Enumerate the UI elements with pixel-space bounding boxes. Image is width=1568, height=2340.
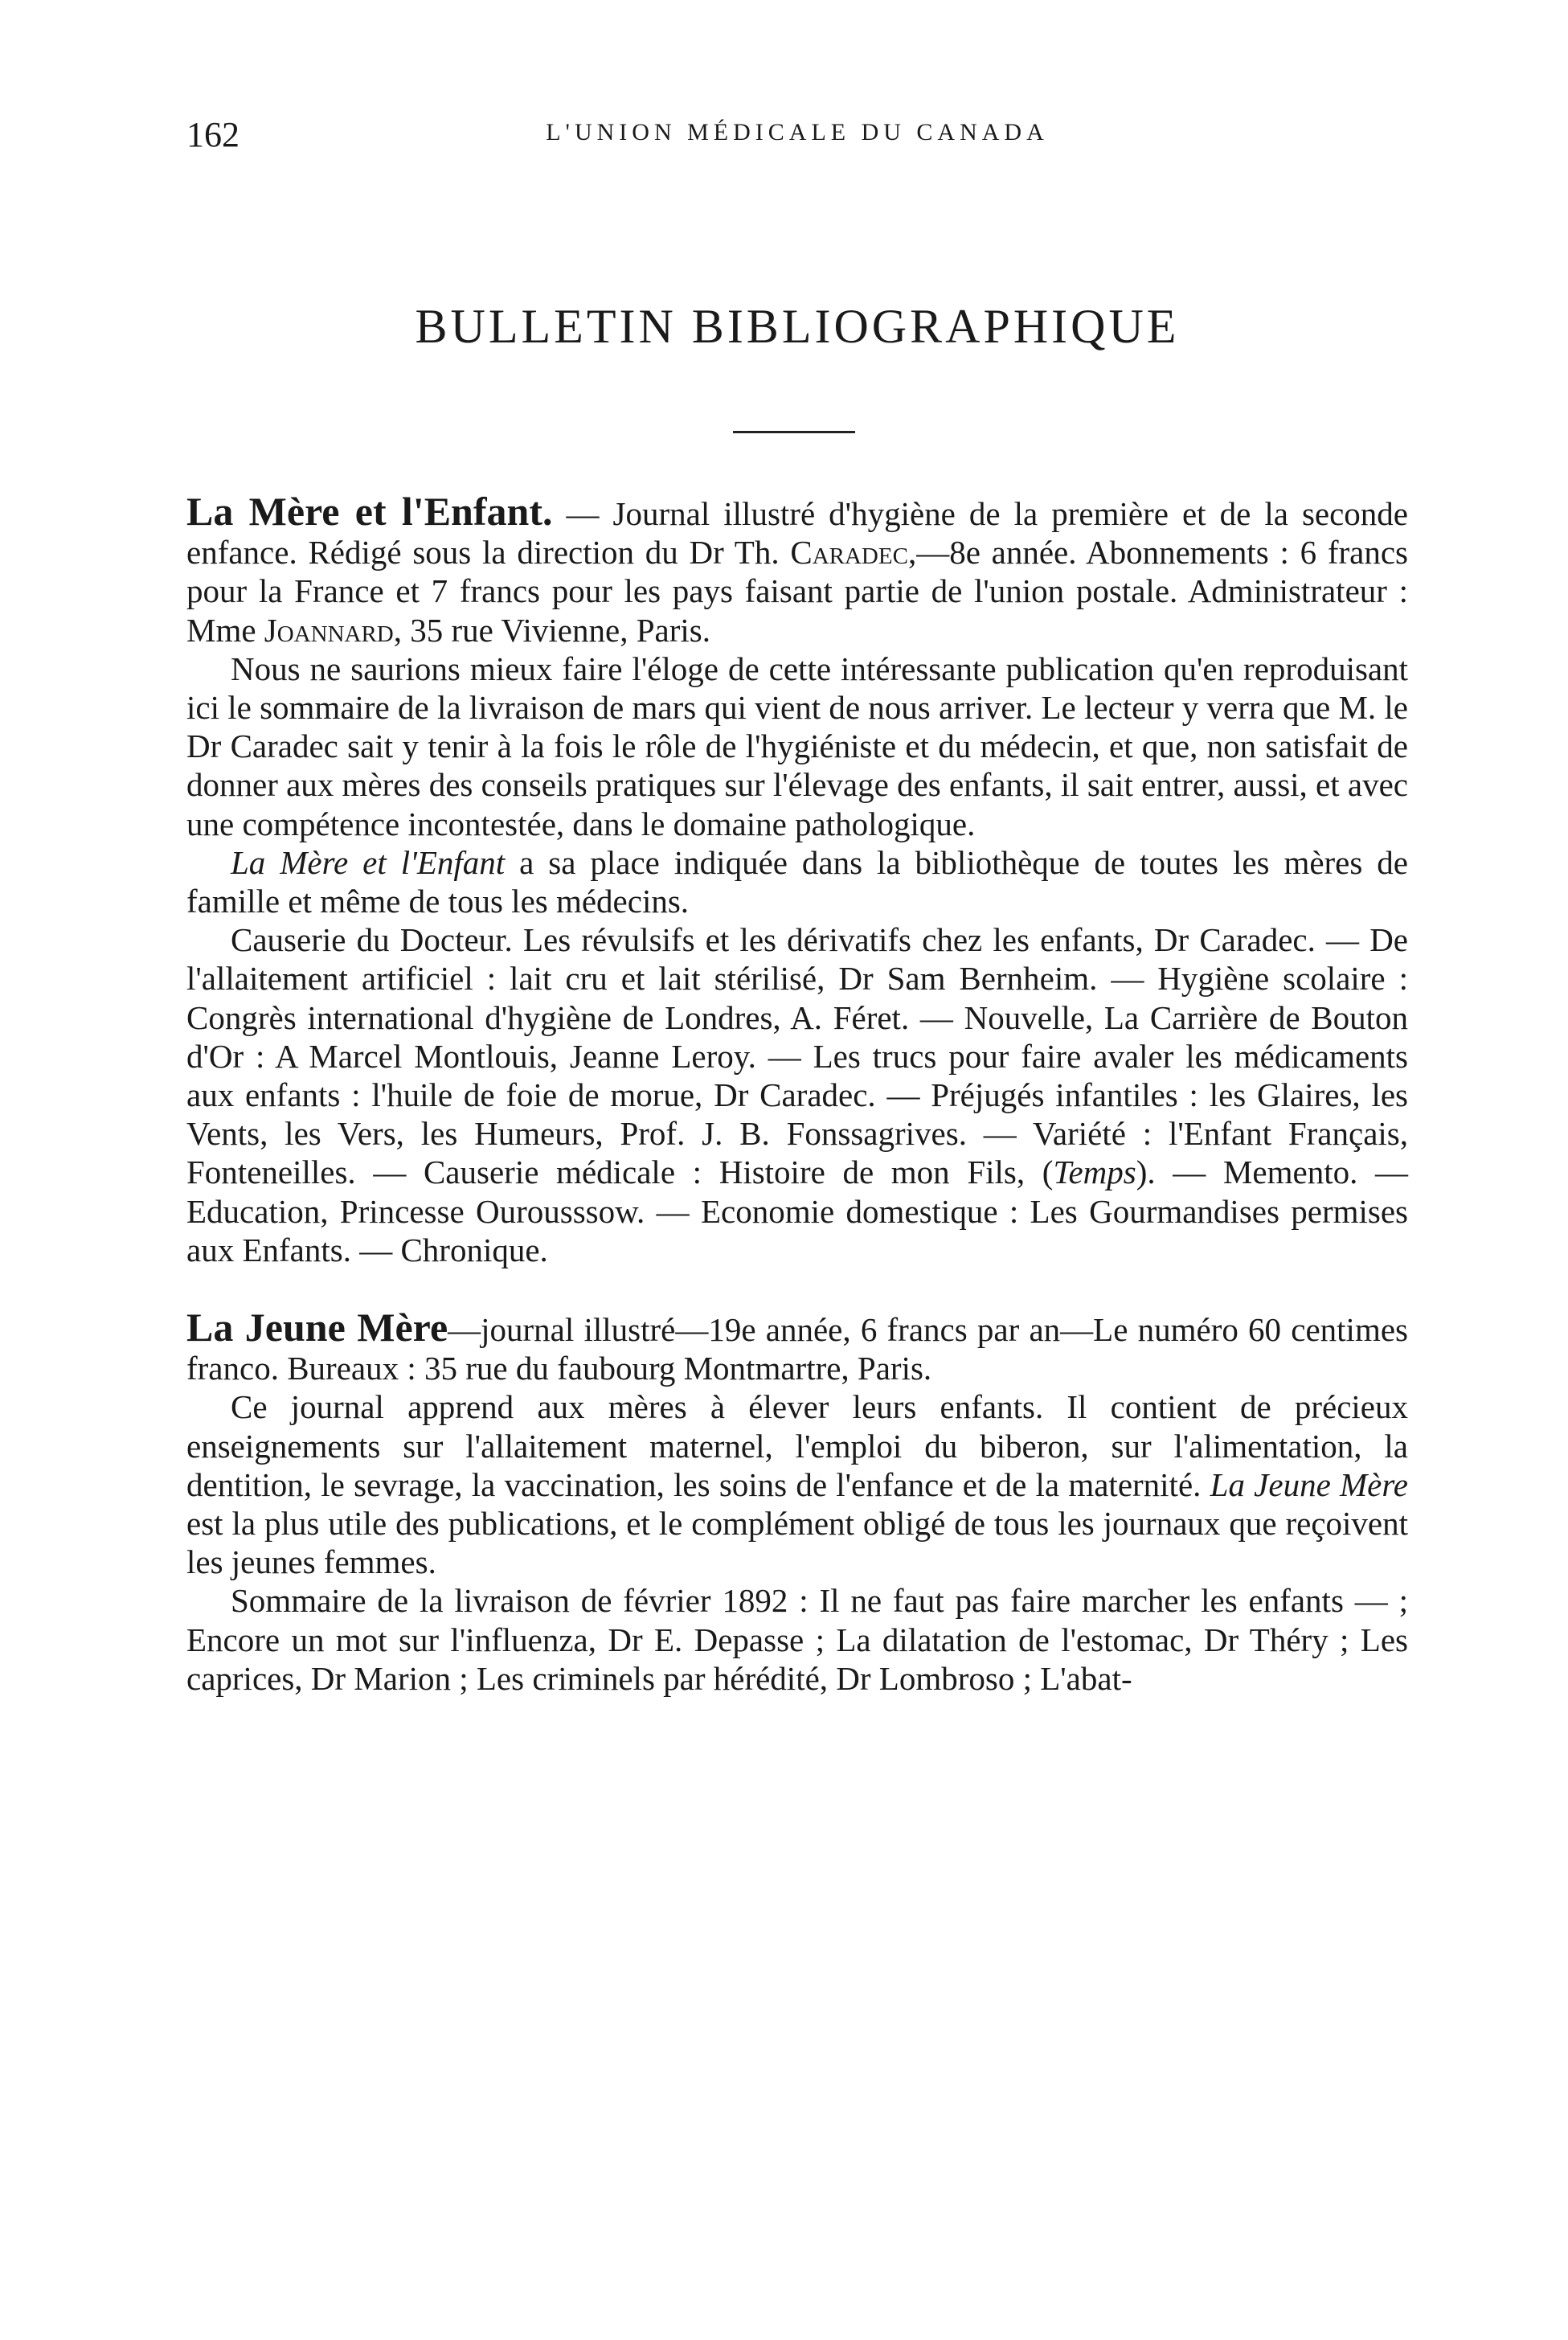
entry-title: La Mère et l'Enfant. [186, 489, 553, 534]
paragraph-text: a sa place indiquée dans la bibliothèque de toutes les mères de famille et même de tous les médecins. [186, 843, 1408, 920]
entry-la-mere-et-l-enfant [186, 489, 1408, 650]
entry-intro: — Journal illustré d'hygiène de la première et de la seconde enfance. Rédigé sous la direction du Dr Th. [186, 495, 1408, 572]
paragraph-text: est la plus utile des publications, et le complément obligé de tous les journaux que reçoivent les jeunes femmes. [186, 1505, 1408, 1581]
administrator-name: Joannard [264, 611, 394, 649]
article-body [186, 489, 1408, 1698]
paragraph [186, 843, 1408, 920]
contents-text: Causerie du Docteur. Les révulsifs et les dérivatifs chez les enfants, Dr Caradec. — De l'allaitement artificiel : lait cru et lait stérilisé, Dr Sam Bernheim. — Hygiène scolaire : Congrès international d'hygiène de Londres, A. Féret. — Nouvelle, La Carrière de Bouton d'Or : A Marcel Montlouis, Jeanne Leroy. — Les trucs pour faire avaler les médicaments aux enfants : l'huile de foie de morue, Dr Caradec. — Préjugés infantiles : les Glaires, les Vents, les Vers, les Humeurs, Prof. J. B. Fonssagrives. — Variété : l'Enfant Français, Fonteneilles. — Causerie médicale : Histoire de mon Fils, ( [186, 921, 1408, 1191]
page-number: 162 [186, 115, 239, 154]
journal-name: La Jeune Mère [1210, 1465, 1408, 1503]
source-name: Temps [1053, 1154, 1136, 1191]
paragraph-text: Ce journal apprend aux mères à élever leurs enfants. Il contient de précieux enseignements sur l'allaitement maternel, l'emploi du biberon, sur l'alimentation, la dentition, le sevrage, la vaccination, les soins de l'enfance et de la maternité. [186, 1388, 1408, 1503]
paragraph [186, 1387, 1408, 1581]
title-rule [733, 431, 855, 433]
journal-name: La Mère et l'Enfant [231, 843, 506, 881]
contents-list [186, 920, 1408, 1269]
entry-intro: —journal illustré—19e année, 6 francs par an—Le numéro 60 centimes franco. Bureaux : 35 rue du faubourg Montmartre, Paris. [186, 1311, 1408, 1387]
running-head [186, 114, 1408, 162]
entry-title: La Jeune Mère [186, 1305, 448, 1350]
section-title: BULLETIN BIBLIOGRAPHIQUE [415, 300, 1180, 353]
paragraph: Nous ne saurions mieux faire l'éloge de cette intéressante publication qu'en reproduisant ici le sommaire de la livraison de mars qui vient de nous arriver. Le lecteur y verra que M. le Dr Caradec sait y tenir à la fois le rôle de l'hygiéniste et du médecin, et que, non satisfait de donner aux mères des conseils pratiques sur l'élevage des enfants, il sait entrer, aussi, et avec une compétence incontestée, dans le domaine pathologique. [186, 650, 1408, 842]
entry-la-jeune-mere [186, 1305, 1408, 1387]
entry-intro: , 35 rue Vivienne, Paris. [393, 611, 710, 649]
contents-text: ). — Memento. — Education, Princesse Ourousssow. — Economie domestique : Les Gourmandises permises aux Enfants. — Chronique. [186, 1154, 1408, 1268]
journal-title: L'UNION MÉDICALE DU CANADA [546, 119, 1049, 145]
entry-intro: ,—8e année. Abonnements : 6 francs pour la France et 7 francs pour les pays faisant partie de l'union postale. Administrateur : Mme [186, 534, 1408, 649]
contents-list: Sommaire de la livraison de février 1892 : Il ne faut pas faire marcher les enfants — ; Encore un mot sur l'influenza, Dr E. Depasse ; La dilatation de l'estomac, Dr Théry ; Les caprices, Dr Marion ; Les criminels par hérédité, Dr Lombroso ; L'abat- [186, 1582, 1408, 1697]
editor-name: Caradec [790, 534, 908, 572]
